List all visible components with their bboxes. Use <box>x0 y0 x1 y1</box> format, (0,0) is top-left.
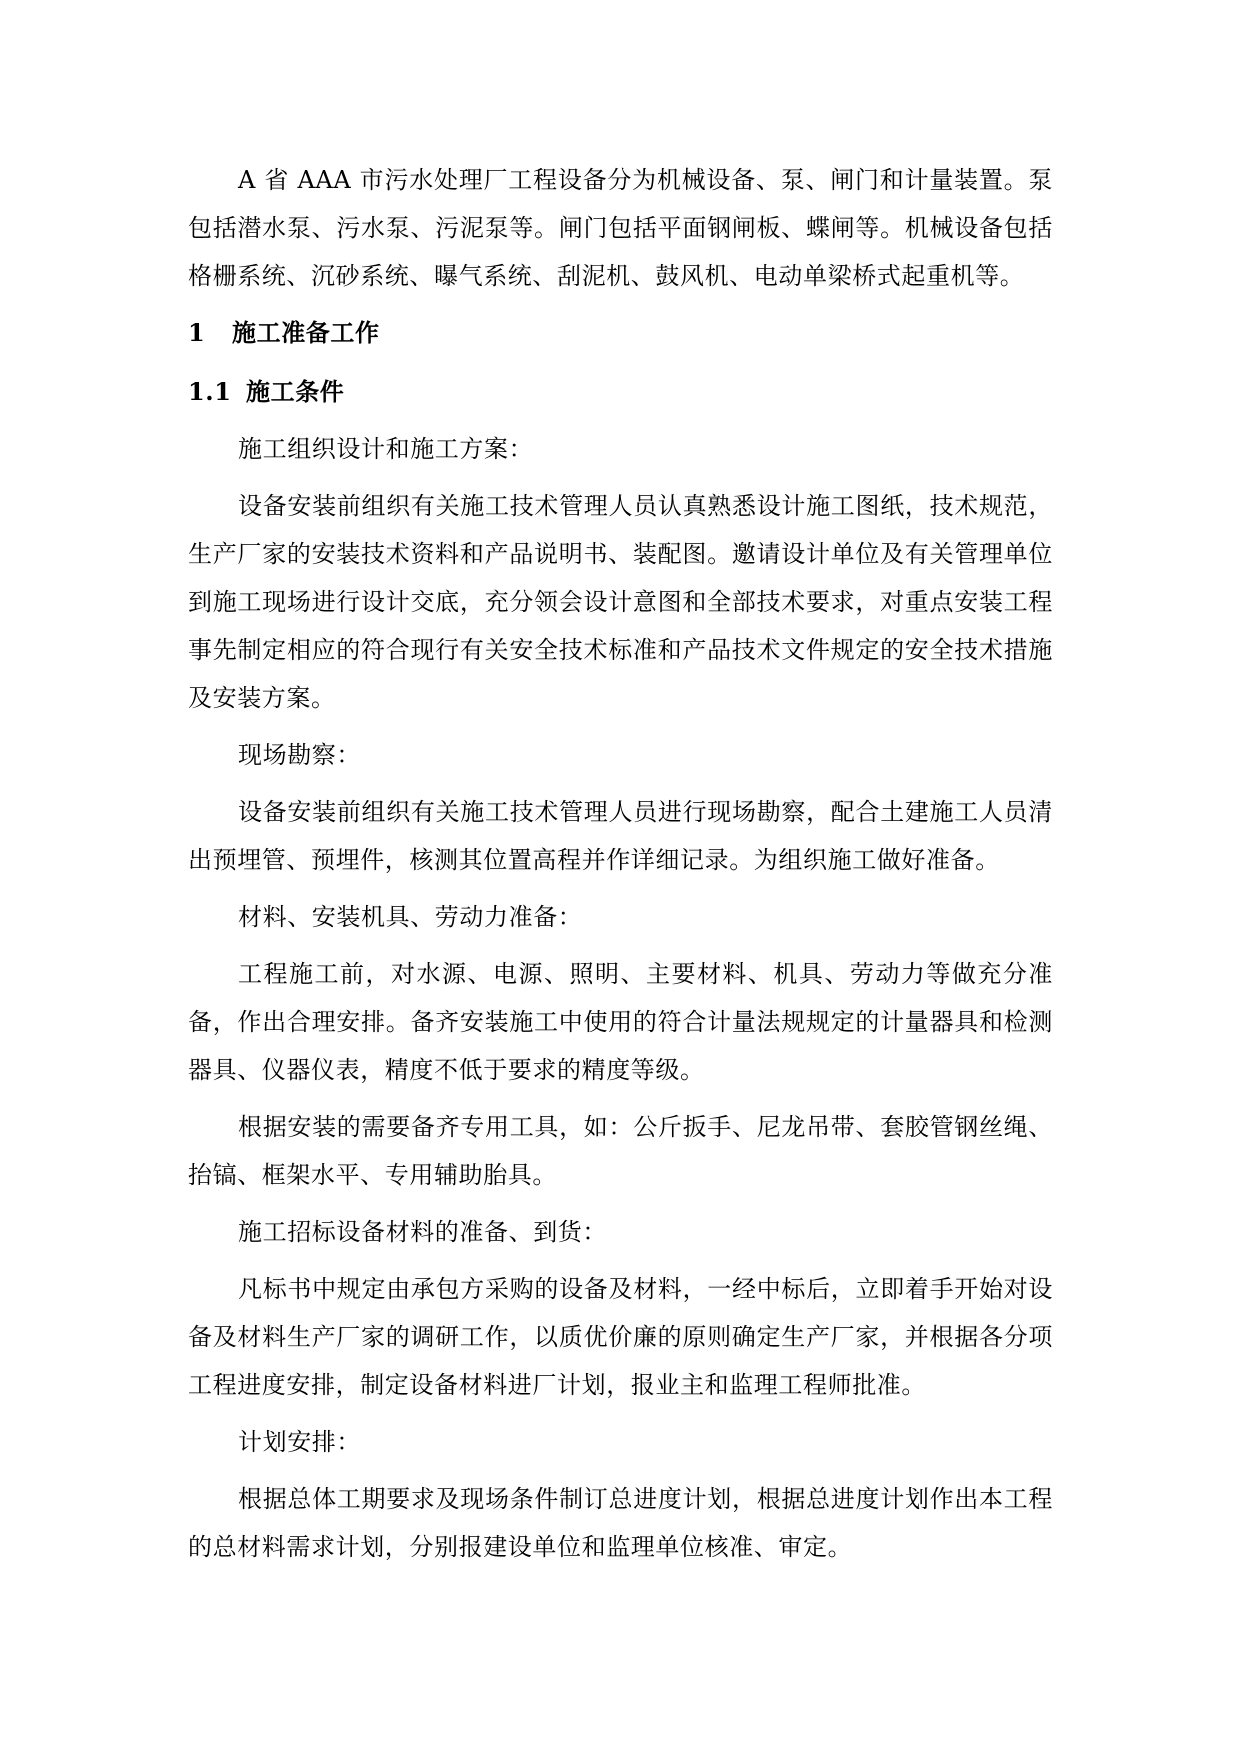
item-label-materials-prep: 材料、安装机具、劳动力准备： <box>238 903 583 931</box>
paragraph-site-survey: 设备安装前组织有关施工技术管理人员进行现场勘察，配合土建施工人员清出预埋管、预埋件，核测其位置高程并作详细记录。为组织施工做好准备。 <box>188 798 1053 874</box>
item-label-schedule: 计划安排： <box>238 1428 361 1456</box>
subsection-heading-1-1 <box>188 368 1053 416</box>
paragraph-procurement: 凡标书中规定由承包方采购的设备及材料，一经中标后，立即着手开始对设备及材料生产厂家的调研工作，以质优价廉的原则确定生产厂家，并根据各分项工程进度安排，制定设备材料进厂计划，报业主和监理工程师批准。 <box>188 1275 1053 1399</box>
intro-paragraph: A 省 AAA 市污水处理厂工程设备分为机械设备、泵、闸门和计量装置。泵包括潜水泵、污水泵、污泥泵等。闸门包括平面钢闸板、蝶闸等。机械设备包括格栅系统、沉砂系统、曝气系统、刮泥机、鼓风机、电动单梁桥式起重机等。 <box>188 166 1053 290</box>
item-label-construction-design: 施工组织设计和施工方案： <box>238 435 534 463</box>
section-title: 施工准备工作 <box>232 318 380 347</box>
subsection-number: 1.1 <box>188 377 232 406</box>
paragraph-special-tools: 根据安装的需要备齐专用工具，如：公斤扳手、尼龙吊带、套胶管钢丝绳、抬镐、框架水平、专用辅助胎具。 <box>188 1113 1053 1189</box>
item-label-procurement: 施工招标设备材料的准备、到货： <box>238 1218 607 1246</box>
item-label-site-survey: 现场勘察： <box>238 741 361 769</box>
paragraph-construction-design: 设备安装前组织有关施工技术管理人员认真熟悉设计施工图纸，技术规范，生产厂家的安装技术资料和产品说明书、装配图。邀请设计单位及有关管理单位到施工现场进行设计交底，充分领会设计意图和全部技术要求，对重点安装工程事先制定相应的符合现行有关安全技术标准和产品技术文件规定的安全技术措施及安装方案。 <box>188 492 1053 712</box>
subsection-title: 施工条件 <box>246 377 345 406</box>
section-heading-1 <box>188 309 1053 357</box>
paragraph-schedule: 根据总体工期要求及现场条件制订总进度计划，根据总进度计划作出本工程的总材料需求计划，分别报建设单位和监理单位核准、审定。 <box>188 1485 1053 1561</box>
paragraph-materials-prep: 工程施工前，对水源、电源、照明、主要材料、机具、劳动力等做充分准备，作出合理安排。备齐安装施工中使用的符合计量法规规定的计量器具和检测器具、仪器仪表，精度不低于要求的精度等级。 <box>188 960 1053 1084</box>
document-body <box>188 156 1053 1571</box>
section-number: 1 <box>188 318 206 347</box>
